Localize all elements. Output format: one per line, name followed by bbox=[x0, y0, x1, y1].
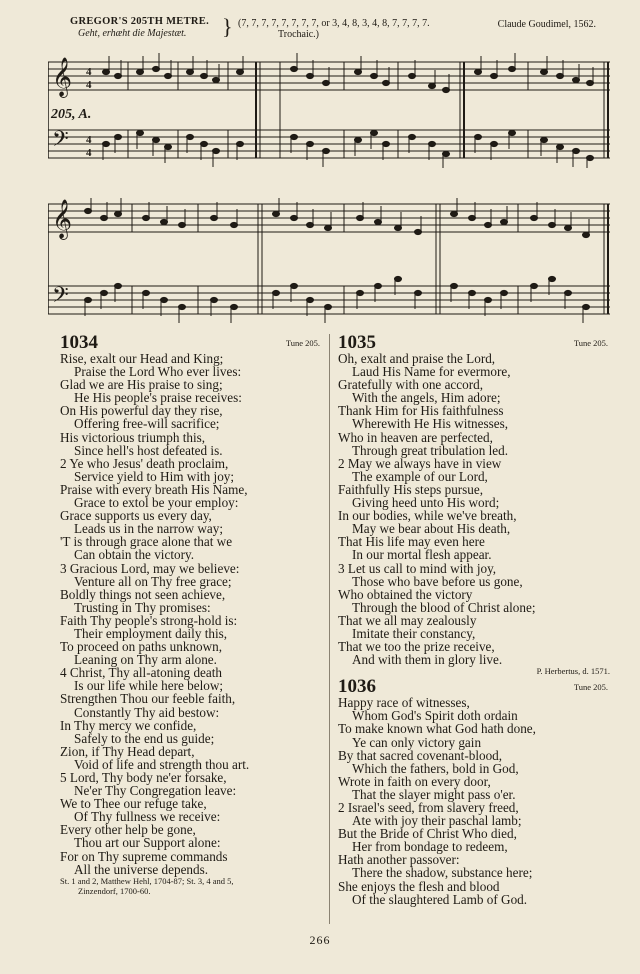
hymn-text-1034 bbox=[60, 352, 322, 876]
hymn-number: 1034 bbox=[60, 332, 98, 353]
column-divider bbox=[329, 334, 330, 924]
verse-line: Thou art our Support alone: bbox=[74, 835, 221, 851]
verse-line: Which the fathers, bold in God, bbox=[352, 760, 519, 776]
brace-glyph: } bbox=[222, 14, 233, 39]
verse-line: Those who bave before us gone, bbox=[352, 573, 523, 589]
verse-line: But the Bride of Christ Who died, bbox=[338, 826, 517, 842]
verse-line: Void of life and strength thou art. bbox=[74, 756, 250, 772]
hymn-text-1036 bbox=[338, 696, 610, 906]
verse-line: Their employment daily this, bbox=[74, 625, 228, 641]
verse-line: 2 May we always have in view bbox=[338, 455, 502, 471]
verse-line: Since hell's host defeated is. bbox=[74, 442, 223, 458]
verse-line: That we too the prize receive, bbox=[338, 639, 495, 655]
verse-line: Venture all on Thy free grace; bbox=[74, 573, 232, 589]
music-notation-1 bbox=[48, 50, 610, 170]
verse-line: Wherewith He His witnesses, bbox=[352, 416, 509, 432]
hymn-heading bbox=[338, 334, 610, 352]
verse-line: To proceed on paths unknown, bbox=[60, 639, 223, 655]
verse-line: Constantly Thy aid bestow: bbox=[74, 704, 220, 720]
verse-line: She enjoys the flesh and blood bbox=[338, 878, 500, 894]
verse-line: Through the blood of Christ alone; bbox=[352, 599, 536, 615]
verse-line: Praise with every breath His Name, bbox=[60, 481, 248, 497]
hymn-heading bbox=[338, 678, 610, 696]
verse-line: Praise the Lord Who ever lives: bbox=[74, 364, 242, 380]
verse-line: Wrote in faith on every door, bbox=[338, 773, 491, 789]
verse-line: On His powerful day they rise, bbox=[60, 403, 223, 419]
meter-continuation: Trochaic.) bbox=[278, 29, 320, 40]
verse-line: Happy race of witnesses, bbox=[338, 695, 470, 711]
hymn-text-1035 bbox=[338, 352, 610, 666]
verse-line: Rise, exalt our Head and King; bbox=[60, 351, 224, 366]
verse-line: Faith Thy people's strong-hold is: bbox=[60, 612, 238, 628]
svg-text:𝄞: 𝄞 bbox=[52, 199, 73, 239]
verse-line: Who obtained the victory bbox=[338, 586, 473, 602]
verse-line: To make known what God hath done, bbox=[338, 721, 536, 737]
verse-line: Oh, exalt and praise the Lord, bbox=[338, 351, 496, 366]
verse-line: Faithfully His steps pursue, bbox=[338, 481, 484, 497]
verse-line: Grace to extol be your employ: bbox=[74, 495, 239, 511]
verse-line: Ne'er Thy Congregation leave: bbox=[74, 783, 237, 799]
verse-line: Thank Him for His faithfulness bbox=[338, 403, 504, 419]
verse-line: In our mortal flesh appear. bbox=[352, 547, 492, 563]
verse-line: With the angels, Him adore; bbox=[352, 390, 501, 406]
attribution-cont: Zinzendorf, 1700-60. bbox=[78, 885, 151, 896]
verse-line: Is our life while here below; bbox=[74, 678, 224, 694]
verse-line: That the slayer might pass o'er. bbox=[352, 786, 516, 802]
verse-line: Safely to the end us guide; bbox=[74, 730, 215, 746]
svg-text:4: 4 bbox=[86, 134, 92, 146]
tune-reference: Tune 205. bbox=[285, 337, 320, 348]
verse-line: 2 Ye who Jesus' death proclaim, bbox=[60, 455, 229, 471]
verse-line: All the universe depends. bbox=[74, 861, 209, 877]
verse-line: Grace supports us every day, bbox=[60, 508, 212, 524]
verse-line: There the shadow, substance here; bbox=[352, 865, 533, 881]
svg-text:𝄢: 𝄢 bbox=[52, 283, 69, 313]
verse-line: 'T is through grace alone that we bbox=[60, 534, 233, 550]
verse-line: Service yield to Him with joy; bbox=[74, 468, 235, 484]
verse-line: 5 Lord, Thy body ne'er forsake, bbox=[60, 770, 227, 785]
verse-line: Boldly things not seen achieve, bbox=[60, 586, 226, 602]
verse-line: 3 Gracious Lord, may we believe: bbox=[60, 560, 240, 576]
verse-line: His victorious triumph this, bbox=[60, 429, 206, 445]
svg-text:4: 4 bbox=[86, 66, 92, 78]
svg-text:𝄢: 𝄢 bbox=[52, 127, 69, 157]
verse-line: Of Thy fullness we receive: bbox=[74, 809, 221, 825]
verse-line: That we all may zealously bbox=[338, 612, 477, 628]
meter: (7, 7, 7, 7, 7, 7, 7, 7, or 3, 4, 8, 3, 4, 8, 7, 7, 7, 7. bbox=[238, 18, 430, 29]
tune-reference: Tune 205. bbox=[573, 682, 608, 693]
verse-line: Offering free-will sacrifice; bbox=[74, 416, 220, 432]
verse-line: Who in heaven are perfected, bbox=[338, 429, 493, 445]
verse-line: Leaning on Thy arm alone. bbox=[74, 652, 217, 668]
verse-line: By that sacred covenant-blood, bbox=[338, 747, 503, 763]
tune-label: 205, A. bbox=[51, 107, 92, 122]
hymn-number: 1035 bbox=[338, 332, 376, 353]
verse-line: That His life may even here bbox=[338, 534, 485, 550]
music-notation-2 bbox=[48, 198, 610, 328]
music-system-2 bbox=[48, 198, 610, 328]
attribution: P. Herbertus, d. 1571. bbox=[536, 666, 610, 677]
tune-german-title: Geht, erhæht die Majestæt. bbox=[78, 28, 187, 39]
tune-reference: Tune 205. bbox=[573, 337, 608, 348]
verse-line: Of the slaughtered Lamb of God. bbox=[352, 891, 528, 907]
page-number: 266 bbox=[309, 933, 331, 947]
verse-line: Laud His Name for evermore, bbox=[352, 364, 511, 380]
verse-line: In our bodies, while we've breath, bbox=[338, 508, 517, 524]
svg-text:𝄞: 𝄞 bbox=[52, 57, 73, 97]
verse-line: For on Thy supreme commands bbox=[60, 848, 228, 864]
verse-line: We to Thee our refuge take, bbox=[60, 796, 207, 812]
verse-line: Trusting in Thy promises: bbox=[74, 599, 211, 615]
verse-line: Ye can only victory gain bbox=[352, 734, 482, 750]
verse-line: Ate with joy their paschal lamb; bbox=[352, 813, 522, 829]
verse-line: Zion, if Thy Head depart, bbox=[60, 743, 195, 759]
verse-line: Strengthen Thou our feeble faith, bbox=[60, 691, 236, 707]
tune-header bbox=[60, 16, 600, 50]
verse-line: Glad we are His praise to sing; bbox=[60, 377, 223, 393]
verse-line: 4 Christ, Thy all-atoning death bbox=[60, 665, 223, 681]
right-column bbox=[338, 334, 610, 906]
music-system-1 bbox=[48, 50, 610, 170]
verse-line: Can obtain the victory. bbox=[74, 547, 195, 563]
verse-line: Giving heed unto His word; bbox=[352, 495, 500, 511]
verse-line: May we bear about His death, bbox=[352, 521, 511, 537]
svg-text:4: 4 bbox=[86, 79, 92, 91]
verse-line: Every other help be gone, bbox=[60, 822, 196, 838]
verse-line: Imitate their constancy, bbox=[352, 625, 476, 641]
verse-line: And with them in glory live. bbox=[352, 652, 503, 668]
verse-line: Hath another passover: bbox=[338, 852, 460, 868]
verse-line: Whom God's Spirit doth ordain bbox=[352, 708, 518, 724]
verse-line: The example of our Lord, bbox=[352, 468, 488, 484]
verse-line: Leads us in the narrow way; bbox=[74, 521, 224, 537]
verse-line: Her from bondage to redeem, bbox=[352, 839, 508, 855]
attribution: St. 1 and 2, Matthew Hehl, 1704-87; St. 3, 4 and 5, bbox=[60, 875, 234, 886]
verse-line: Through great tribulation led. bbox=[352, 442, 509, 458]
verse-line: 2 Israel's seed, from slavery freed, bbox=[338, 800, 519, 815]
composer: Claude Goudimel, 1562. bbox=[497, 19, 596, 30]
left-column bbox=[60, 334, 322, 896]
verse-line: Gratefully with one accord, bbox=[338, 377, 484, 393]
verse-line: In Thy mercy we confide, bbox=[60, 717, 197, 733]
hymn-heading bbox=[60, 334, 322, 352]
svg-text:4: 4 bbox=[86, 147, 92, 159]
verse-line: He His people's praise receives: bbox=[74, 390, 242, 406]
verse-line: 3 Let us call to mind with joy, bbox=[338, 560, 497, 576]
tune-name: GREGOR'S 205TH METRE. bbox=[70, 16, 210, 27]
hymn-number: 1036 bbox=[338, 676, 376, 698]
